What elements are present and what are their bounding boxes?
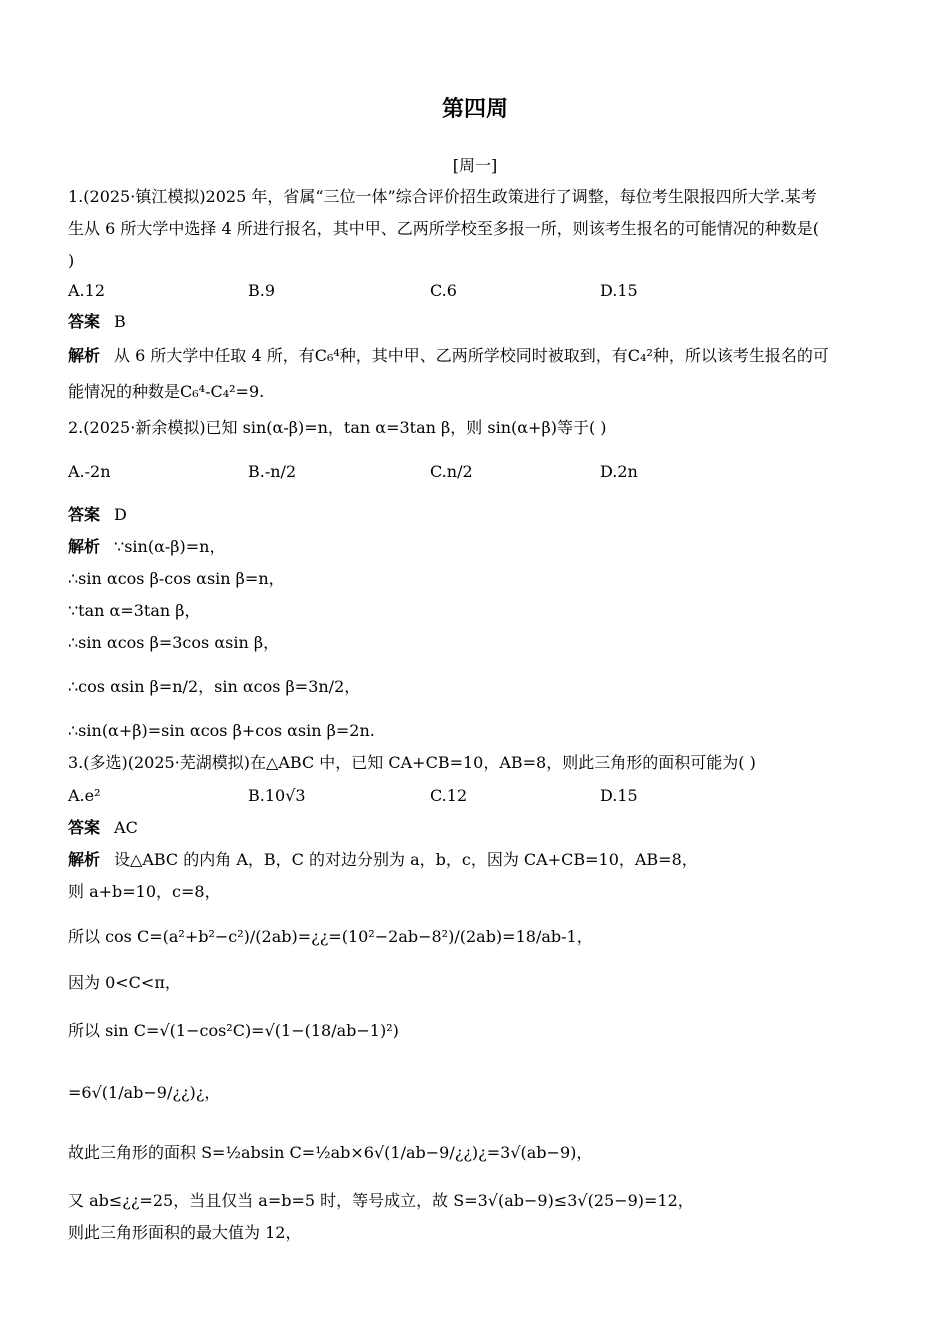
q2-step: ∴sin αcos β-cos αsin β=n，	[68, 569, 285, 588]
q3-analysis-line-1	[68, 849, 888, 871]
q1-option-d: D.15	[600, 281, 638, 300]
q2-option-b: B.-n/2	[248, 462, 297, 481]
page-title: 第四周	[441, 96, 508, 122]
q2-stem: 2.(2025·新余模拟)已知 sin(α-β)=n，tan α=3tan β，则 sin(α+β)等于( )	[68, 418, 607, 437]
analysis-label: 解析	[68, 346, 101, 365]
answer-label: 答案	[68, 505, 101, 524]
q2-answer: D	[114, 505, 127, 524]
q1-stem-line-3: )	[68, 251, 75, 270]
q1-analysis-line-2: 能情况的种数是C₆⁴-C₄²=9.	[68, 382, 265, 401]
q1-option-a: A.12	[68, 281, 105, 300]
q3-option-a: A.e²	[68, 786, 101, 805]
q3-step: 设△ABC 的内角 A，B，C 的对边分别为 a，b，c，因为 CA+CB=10，AB=8，	[114, 850, 698, 869]
answer-label: 答案	[68, 818, 101, 837]
q3-step: 因为 0<C<π，	[68, 973, 181, 992]
q2-answer-line	[68, 504, 888, 526]
q3-option-d: D.15	[600, 786, 638, 805]
q3-answer: AC	[114, 818, 138, 837]
q2-step: ∴sin(α+β)=sin αcos β+cos αsin β=2n.	[68, 721, 375, 740]
q1-stem-line-2: 生从 6 所大学中选择 4 所进行报名，其中甲、乙两所学校至多报一所，则该考生报名的可能情况的种数是(	[68, 219, 819, 238]
q3-step: 又 ab≤¿¿=25，当且仅当 a=b=5 时，等号成立，故 S=3√(ab−9)≤3√(25−9)=12，	[68, 1191, 694, 1210]
q1-stem-line-1: 1.(2025·镇江模拟)2025 年，省属“三位一体”综合评价招生政策进行了调整，每位考生限报四所大学.某考	[68, 187, 817, 206]
q1-answer-line	[68, 311, 888, 333]
q3-step: =6√(1/ab−9/¿¿)¿，	[68, 1083, 221, 1102]
q3-option-b: B.10√3	[248, 786, 306, 805]
q3-option-c: C.12	[430, 786, 468, 805]
q2-option-c: C.n/2	[430, 462, 473, 481]
day-heading: [周一]	[452, 156, 498, 175]
q1-analysis-line-1	[68, 345, 888, 367]
q2-option-a: A.-2n	[68, 462, 111, 481]
q2-analysis-line-1	[68, 536, 888, 558]
q2-option-d: D.2n	[600, 462, 638, 481]
q3-step: 所以 cos C=(a²+b²−c²)/(2ab)=¿¿=(10²−2ab−8²)/(2ab)=18/ab-1，	[68, 927, 593, 946]
q3-answer-line	[68, 817, 888, 839]
q2-step: ∵tan α=3tan β，	[68, 601, 201, 620]
analysis-label: 解析	[68, 850, 101, 869]
q1-answer: B	[114, 312, 126, 331]
q3-step: 所以 sin C=√(1−cos²C)=√(1−(18/ab−1)²)	[68, 1021, 399, 1040]
q2-step: ∴sin αcos β=3cos αsin β，	[68, 633, 280, 652]
answer-label: 答案	[68, 312, 101, 331]
q3-step: 故此三角形的面积 S=½absin C=½ab×6√(1/ab−9/¿¿)¿=3√(ab−9)，	[68, 1143, 593, 1162]
q1-analysis-text-1: 从 6 所大学中任取 4 所，有C₆⁴种，其中甲、乙两所学校同时被取到，有C₄²种，所以该考生报名的可	[114, 346, 829, 365]
q1-option-c: C.6	[430, 281, 457, 300]
q2-step: ∵sin(α-β)=n，	[114, 537, 226, 556]
analysis-label: 解析	[68, 537, 101, 556]
q1-option-b: B.9	[248, 281, 276, 300]
q3-step: 则 a+b=10，c=8，	[68, 882, 221, 901]
q2-step: ∴cos αsin β=n/2，sin αcos β=3n/2，	[68, 677, 361, 696]
q3-stem: 3.(多选)(2025·芜湖模拟)在△ABC 中，已知 CA+CB=10，AB=8，则此三角形的面积可能为( )	[68, 753, 756, 772]
q3-step: 则此三角形面积的最大值为 12，	[68, 1223, 302, 1242]
